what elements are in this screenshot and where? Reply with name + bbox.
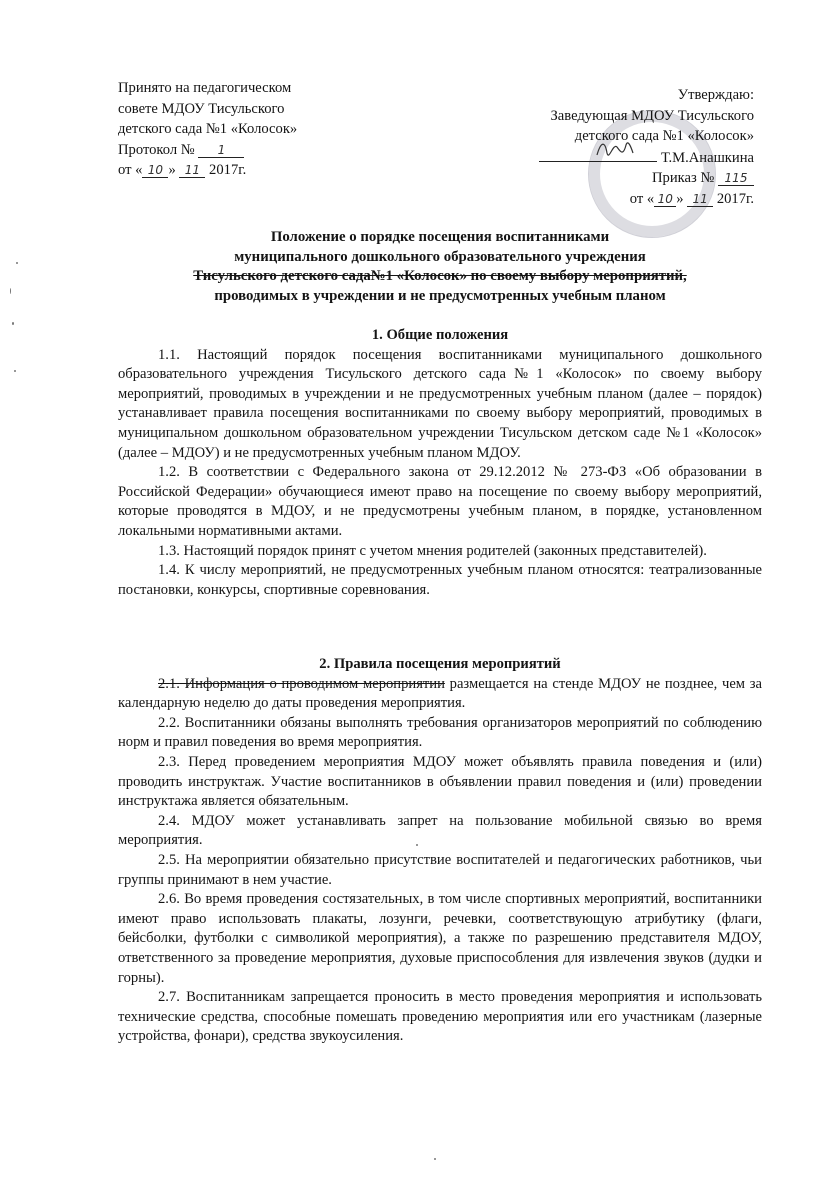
date-prefix: от « (629, 190, 655, 207)
paragraph-2-7: 2.7. Воспитанникам запрещается проносить в место проведения мероприятия и использовать технические средства, способные помешать проведению мероприятия или его участникам (лазерные устройства, фонари), средства звукоусиления. (118, 989, 762, 1045)
approval-date-line (118, 160, 358, 181)
paragraph-2-3: 2.3. Перед проведением мероприятия МДОУ может объявлять правила поведения и (или) проводить инструктаж. Участие воспитанников в объявлении правил поведения и (или) проведении инструктажа является обязательным. (118, 753, 762, 810)
paragraph-1-1: 1.1. Настоящий порядок посещения воспитанниками муниципального дошкольного образовательного учреждения Тисульского детского сада№1 «Колосок» по своему выбору мероприятий, проводимых в учреждении и не предусмотренных учебным планом (далее – порядок) устанавливает правила посещения воспитанниками по своему выбору мероприятий, проводимых в муниципальном дошкольном образовательном учреждении Тисульском детском саде №1 «Колосок» (далее – МДОУ) и не предусмотренных учебным планом МДОУ. (118, 346, 762, 461)
scan-speck (14, 370, 16, 372)
scan-speck (16, 262, 18, 264)
title-line-4: проводимых в учреждении и не предусмотренных учебным планом (214, 287, 666, 304)
date-month: 11 (179, 163, 205, 178)
date-day: 10 (142, 163, 168, 178)
protocol-number: 1 (198, 143, 244, 158)
confirm-line-1: Утверждаю: (677, 87, 754, 103)
order-number: 115 (718, 171, 754, 186)
date-mid: » (676, 190, 684, 207)
title-line-3: Тисульского детского сада№1 «Колосок» по своему выбору мероприятий, (193, 268, 687, 284)
section-1-heading: 1. Общие положения (371, 327, 509, 343)
date-day: 10 (654, 192, 676, 207)
signer-name: Т.М.Анашкина (661, 149, 754, 166)
paragraph-2-2: 2.2. Воспитанники обязаны выполнять требования организаторов мероприятий по соблюдению норм и правил поведения во время мероприятия. (118, 714, 762, 751)
date-suffix: 2017г. (716, 190, 754, 207)
signature (539, 147, 657, 162)
paragraph-2-4: 2.4. МДОУ может устанавливать запрет на пользование мобильной связью во время мероприятия. (118, 812, 762, 849)
paragraph-2-1-struck: 2.1. Информация о проводимом мероприятии (158, 675, 445, 692)
confirm-line-3: детского сада №1 «Колосок» (574, 128, 754, 144)
protocol-line (118, 140, 358, 161)
section-general (118, 326, 762, 600)
scan-speck (12, 322, 14, 325)
approval-line-2: совете МДОУ Тисульского (118, 100, 285, 117)
scan-speck (416, 844, 418, 846)
order-line (454, 168, 754, 189)
date-month: 11 (687, 192, 713, 207)
section-2-heading: 2. Правила посещения мероприятий (319, 656, 561, 672)
signature-scribble-icon (595, 137, 635, 163)
title-line-2: муниципального дошкольного образовательного учреждения (234, 248, 646, 265)
confirm-date-line (454, 189, 754, 210)
paragraph-2-5: 2.5. На мероприятии обязательно присутствие воспитателей и педагогических работников, чьи группы принимают в нем участие. (118, 851, 762, 888)
title-line-1: Положение о порядке посещения воспитанниками (270, 229, 610, 245)
document-title (110, 228, 770, 306)
date-mid: » (168, 162, 176, 178)
protocol-label: Протокол № (118, 141, 195, 158)
section-rules (118, 655, 762, 1047)
approval-block (118, 78, 358, 181)
signature-line (454, 147, 754, 169)
date-suffix: 2017г. (209, 162, 247, 178)
scan-speck (10, 288, 11, 294)
paragraph-1-4: 1.4. К числу мероприятий, не предусмотренных учебным планом относятся: театрализованные постановки, конкурсы, спортивные соревнования. (118, 562, 762, 598)
paragraph-1-2: 1.2. В соответствии с Федерального закона от 29.12.2012 № 273-ФЗ «Об образовании в Российской Федерации» обучающиеся имеют право на посещение по своему выбору мероприятий, которые проводятся в МДОУ, и не предусмотрены учебным планом, в порядке, установленном локальными нормативными актами. (118, 464, 762, 539)
order-label: Приказ № (652, 170, 715, 186)
approval-line-3: детского сада №1 «Колосок» (118, 121, 298, 137)
date-prefix: от « (118, 162, 143, 178)
paragraph-2-6: 2.6. Во время проведения состязательных, в том числе спортивных мероприятий, воспитанники имеют право использовать плакаты, лозунги, речевки, соответствующую атрибутику (флаги, бейсболки, футболки с символикой мероприятия), а также по разрешению представителя МДОУ, ответственного за проведение мероприятия, духовые приспособления для извлечения звуков (дудки и горны). (118, 891, 762, 986)
paragraph-1-3: 1.3. Настоящий порядок принят с учетом мнения родителей (законных представителей). (158, 542, 707, 559)
paragraph-2-1 (118, 675, 762, 714)
confirmation-block (454, 85, 754, 209)
scan-speck (434, 1158, 436, 1160)
approval-line-1: Принято на педагогическом (118, 80, 292, 96)
confirm-line-2: Заведующая МДОУ Тисульского (550, 107, 754, 124)
paragraph-2-1-rest: размещается на стенде МДОУ не позднее, чем за календарную неделю до даты проведения мероприятия. (118, 675, 762, 712)
